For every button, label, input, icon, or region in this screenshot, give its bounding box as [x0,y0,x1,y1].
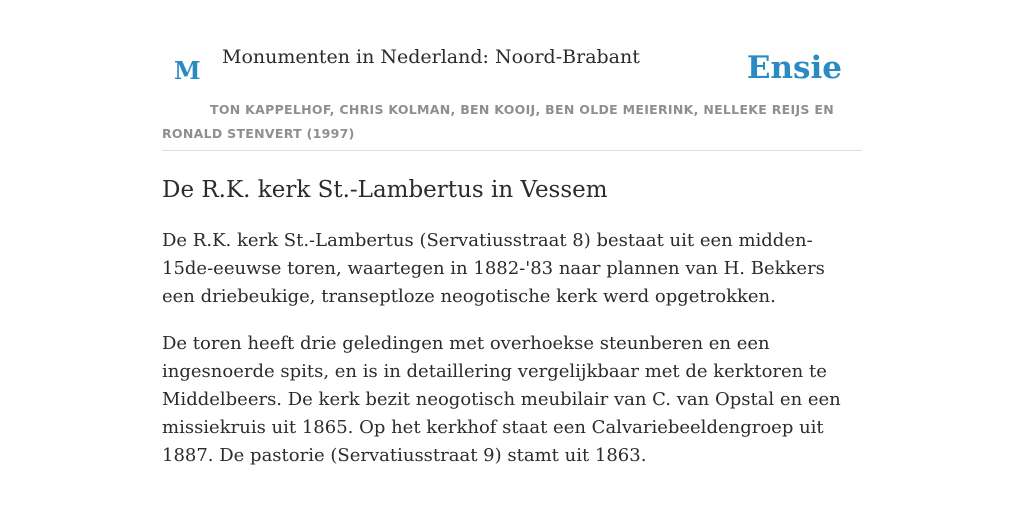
book-title[interactable]: Monumenten in Nederland: Noord-Brabant [222,46,640,68]
book-logo: M [174,56,201,85]
authors-line: TON KAPPELHOF, CHRIS KOLMAN, BEN KOOIJ, BEN OLDE MEIERINK, NELLEKE REIJS EN RONALD STENVERT (1997) [162,98,862,151]
entry-title: De R.K. kerk St.-Lambertus in Vessem [162,177,608,203]
entry-card [162,40,862,470]
header [162,40,862,98]
entry-paragraph: De R.K. kerk St.-Lambertus (Servatiusstraat 8) bestaat uit een midden-15de-eeuwse toren, waartegen in 1882-'83 naar plannen van H. Bekkers een driebeukige, transeptloze neogotische kerk werd opgetrokken. [162,230,825,307]
entry-paragraph: De toren heeft drie geledingen met overhoekse steunberen en een ingesnoerde spits, en is in detaillering vergelijkbaar met de kerktoren te Middelbeers. De kerk bezit neogotisch meubilair van C. van Opstal en een missiekruis uit 1865. Op het kerkhof staat een Calvariebeeldengroep uit 1887. De pastorie (Servatiusstraat 9) stamt uit 1863. [162,333,841,466]
brand-logo-link[interactable]: Ensie [746,50,842,86]
